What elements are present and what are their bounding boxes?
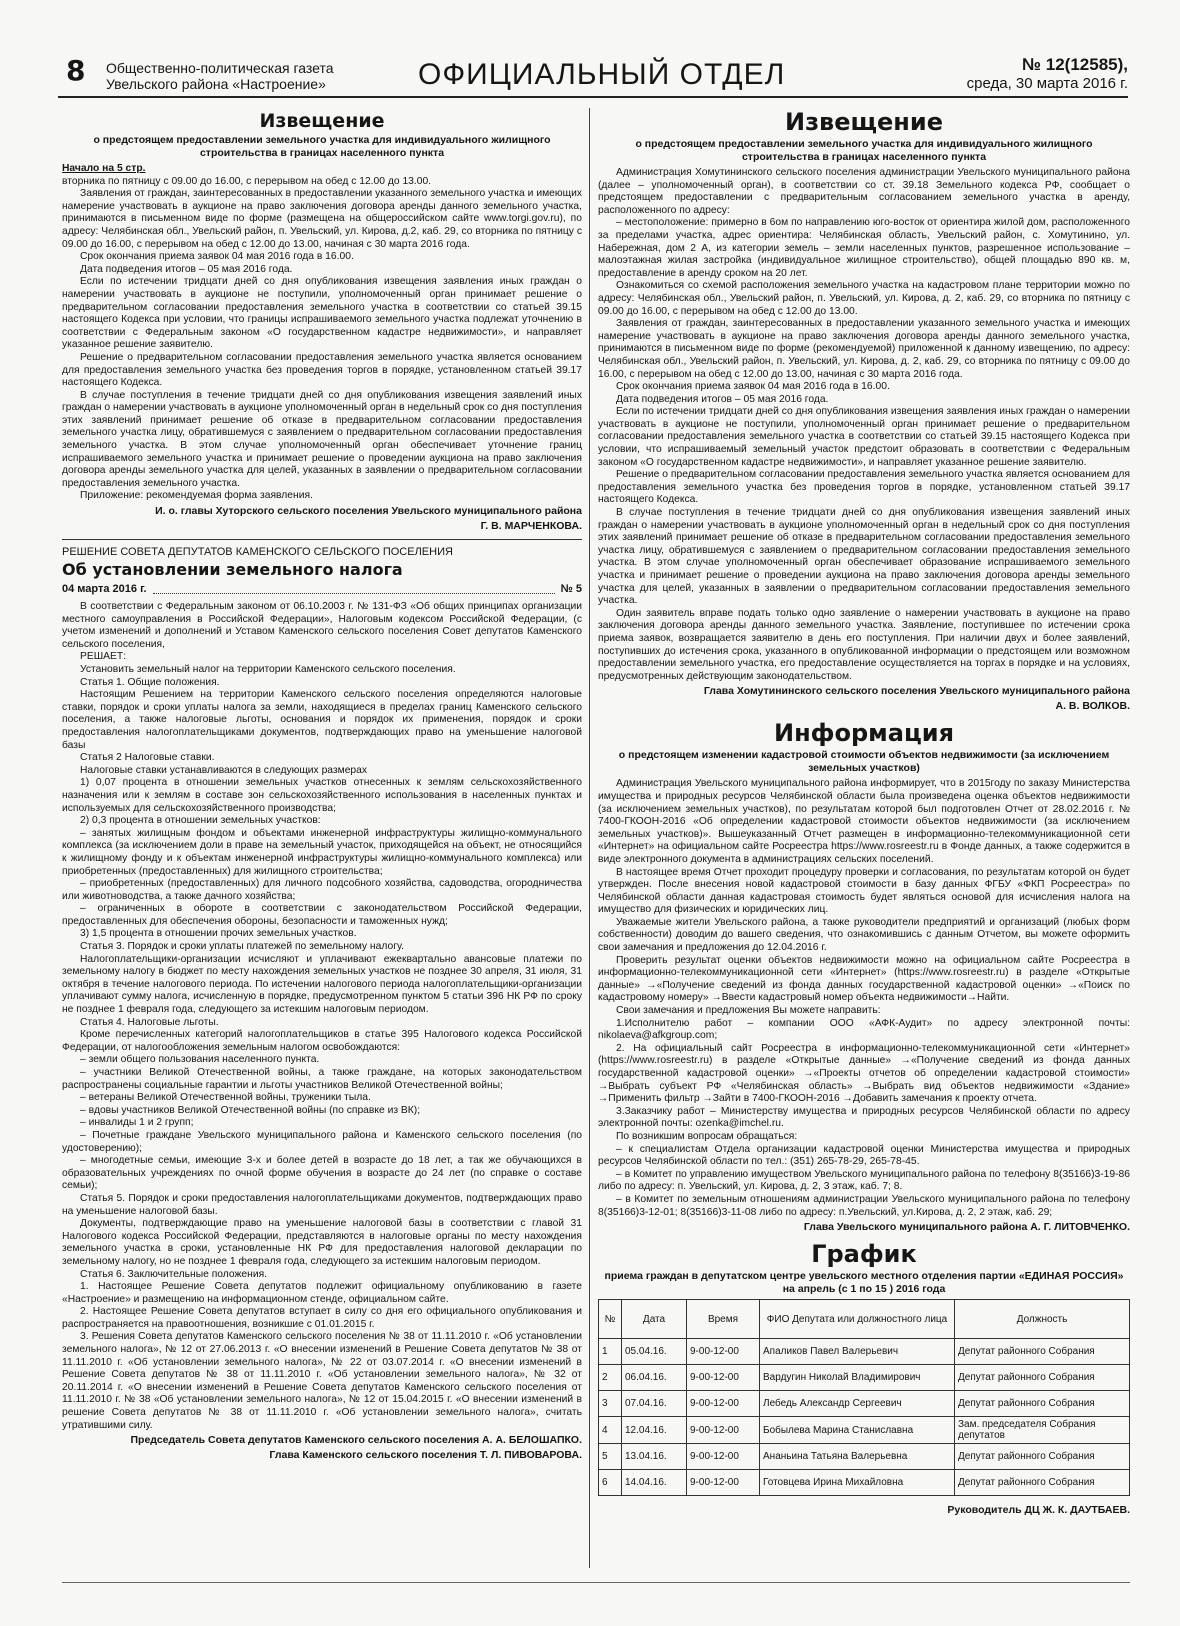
paper-name-line2: Увельского района «Настроение» bbox=[106, 76, 326, 92]
section-divider bbox=[62, 539, 582, 540]
paragraph: Решение о предварительном согласовании предоставления земельного участка является основанием для предоставления земельного участка без проведения торгов в порядке, установленном статьей 39.17 настоящего Кодекса. bbox=[62, 351, 582, 389]
right-column bbox=[598, 108, 1130, 1576]
paragraph: – приобретенных (предоставленных) для личного подсобного хозяйства, садоводства, огородничества или животноводства, а также дачного хозяйства; bbox=[62, 878, 582, 902]
table-row bbox=[599, 1365, 1130, 1391]
paragraph: В соответствии с Федеральным законом от 06.10.2003 г. № 131-ФЗ «Об общих принципах организации местного самоуправления в Российской Федерации», Налоговым кодексом Российской Федерации, (с учетом изменений и дополнений и Уставом Каменского сельского поселения Совет депутатов Каменского сельского поселения, bbox=[62, 601, 582, 650]
paragraph: 1.Исполнителю работ – компании ООО «АФК-Аудит» по адресу электронной почты: nikolaeva@afkgroup.com; bbox=[598, 1017, 1130, 1042]
table-cell: 4 bbox=[599, 1417, 622, 1444]
table-cell: 6 bbox=[599, 1470, 622, 1496]
paper-name-line1: Общественно-политическая газета bbox=[106, 60, 334, 76]
signature: Председатель Совета депутатов Каменского сельского поселения А. А. БЕЛОШАПКО. bbox=[130, 1434, 582, 1447]
notice-right-title: Извещение bbox=[785, 108, 943, 136]
info-section bbox=[598, 719, 1130, 1234]
decision-kicker: РЕШЕНИЕ СОВЕТА ДЕПУТАТОВ КАМЕНСКОГО СЕЛЬСКОГО ПОСЕЛЕНИЯ bbox=[62, 546, 453, 559]
paragraph: Статья 4. Налоговые льготы. bbox=[80, 1016, 219, 1028]
paragraph: В случае поступления в течение тридцати дней со дня опубликования извещения заявлений иных граждан о намерении участвовать в аукционе уполномоченный орган в недельный срок со дня поступления этих заявлений принимает решение об отказе в предварительном согласовании предоставления земельного участка лицу, обратившемуся с заявлением о предварительном согласовании предоставления земельного участка. В этом случае уполномоченный орган обеспечивает образование испрашиваемого земельного участка и принимает решение о проведении аукциона на право заключения договора аренды земельного участка для целей, указанных в заявлении о предварительном согласовании предоставления земельного участка. bbox=[598, 507, 1130, 607]
table-cell: 06.04.16. bbox=[622, 1365, 687, 1391]
table-row bbox=[599, 1339, 1130, 1365]
page-number: 8 bbox=[66, 54, 86, 87]
paragraph: Свои замечания и предложения Вы можете направить: bbox=[616, 1005, 881, 1017]
paragraph: Документы, подтверждающие право на уменьшение налоговой базы в соответствии с главой 31 Налогового кодекса Российской Федерации, представляются в налоговые органы по месту нахождения земельного участка в сроки, установленные НК РФ для предоставления налоговой декларации по земельному налогу, но не позднее 1 февраля года, следующего за истекшим налоговым периодом. bbox=[62, 1218, 582, 1267]
paragraph: – многодетные семьи, имеющие 3-х и более детей в возрасте до 18 лет, а так же обучающихся в образовательных учреждениях по очной форме обучения в возрасте до 24 лет (по справке о составе семьи); bbox=[62, 1155, 582, 1192]
table-cell: 9-00-12-00 bbox=[687, 1365, 760, 1391]
table-row bbox=[599, 1391, 1130, 1417]
paragraph: Заявления от граждан, заинтересованных в предоставлении указанного земельного участка и имеющих намерение участвовать в аукционе на право заключения договора аренды данного земельного участка, принимаются в письменном виде по форме (рекомендуемой) приложенной к данному извещению, по адресу: Челябинская обл., Увельский район, п. Увельский, ул. Кирова, д. 2, каб. 29, со вторника по пятницу с 09.00 до 16.00, с перерывом на обед с 12.00 до 13.00, начиная с 30 марта 2016 года. bbox=[598, 318, 1130, 380]
paragraph: вторника по пятницу с 09.00 до 16.00, с перерывом на обед с 12.00 до 13.00. bbox=[62, 175, 432, 187]
paragraph: 1. Настоящее Решение Совета депутатов подлежит официальному опубликованию в газете «Настроение» и размещению на информационном стенде, официальном сайте. bbox=[62, 1281, 582, 1305]
dotted-leader bbox=[153, 585, 555, 594]
table-cell: 9-00-12-00 bbox=[687, 1470, 760, 1496]
table-cell: 9-00-12-00 bbox=[687, 1391, 760, 1417]
paragraph: 2) 0,3 процента в отношении земельных участков: bbox=[80, 815, 321, 827]
notice-left-title: Извещение bbox=[259, 110, 385, 132]
paragraph: – ветераны Великой Отечественной войны, труженики тыла. bbox=[80, 1092, 371, 1104]
info-title: Информация bbox=[774, 719, 954, 748]
decision-title: Об установлении земельного налога bbox=[62, 560, 403, 580]
paragraph: В настоящее время Отчет проходит процедуру проверки и согласования, по результатам которой он будет утвержден. После внесения новой кадастровой стоимости в базу данных ФГБУ «ФКП Росреестра» по Челябинской области данная кадастровая стоимость будет являться основой для исчисления налога на имущество для физических и юридических лиц. bbox=[598, 866, 1130, 916]
table-header-row bbox=[599, 1300, 1130, 1339]
table-cell: Депутат районного Собрания bbox=[955, 1391, 1130, 1417]
paragraph: 2. Настоящее Решение Совета депутатов вступает в силу со дня его официального опубликования и распространяется на правоотношения, возникшие с 01.01.2015 г. bbox=[62, 1306, 582, 1330]
table-cell: Депутат районного Собрания bbox=[955, 1470, 1130, 1496]
paragraph: – земли общего пользования населенного пункта. bbox=[80, 1054, 320, 1066]
table-cell: 3 bbox=[599, 1391, 622, 1417]
paragraph: Налогоплательщики-организации исчисляют и уплачивают ежеквартально авансовые платежи по земельному налогу в бюджет по месту нахождения земельных участков не позднее 30 апреля, 31 июля, 31 октября в течение налогового периода. По истечении налогового периода налогоплательщики-организации уплачивают сумму налога, исчисленную в порядке, предусмотренном пунктом 5 статьи 396 НК РФ по сроку не позднее 1 февраля года, следующего за истекшим налоговым периодом. bbox=[62, 953, 582, 1016]
paragraph: 3) 1,5 процента в отношении прочих земельных участков. bbox=[80, 928, 357, 940]
table-cell: Депутат районного Собрания bbox=[955, 1365, 1130, 1391]
column-header: Дата bbox=[622, 1300, 687, 1339]
issue-date: среда, 30 марта 2016 г. bbox=[966, 75, 1128, 92]
paragraph: 3.Заказчику работ – Министерству имущества и природных ресурсов Челябинской области по адресу электронной почты: ozenka@imchel.ru. bbox=[598, 1105, 1130, 1130]
paragraph: – занятых жилищным фондом и объектами инженерной инфраструктуры жилищно-коммунального комплекса (за исключением доли в праве на земельный участок, приходящейся на объект, не относящийся к жилищному фонду и к объектам инженерной инфраструктуры жилищно-коммунального комплекса) или приобретенных (предоставленных) для жилищного строительства; bbox=[62, 827, 582, 877]
table-cell: Апаликов Павел Валерьевич bbox=[760, 1339, 955, 1365]
paragraph: По возникшим вопросам обращаться: bbox=[616, 1130, 798, 1142]
table-cell: 07.04.16. bbox=[622, 1391, 687, 1417]
column-header: ФИО Депутата или должностного лица bbox=[760, 1300, 955, 1339]
table-cell: Депутат районного Собрания bbox=[955, 1339, 1130, 1365]
continuation-note: Начало на 5 стр. bbox=[62, 163, 146, 174]
table-row bbox=[599, 1417, 1130, 1444]
paragraph: Администрация Хомутининского сельского поселения администрации Увельского муниципального района (далее – уполномоченный орган), в соответствии со ст. 39.18 Земельного кодекса РФ, сообщает о предстоящем предоставлении с предварительным согласованием земельного участка в аренду, расположенного по адресу: bbox=[598, 167, 1130, 216]
schedule-section bbox=[598, 1240, 1130, 1517]
paragraph: Заявления от граждан, заинтересованных в предоставлении указанного земельного участка и имеющих намерение участвовать в аукционе на право заключения договора аренды данного земельного участка, принимаются в письменном виде по форме (размещена на общероссийском сайте www.torgi.gov.ru), по адресу: Челябинская обл., Увельский район, п. Увельский, ул. Кирова, д.2, каб. 29, со вторника по пятницу с 09.00 до 16.00, с перерывом на обед с 12.00 до 13.00, начиная с 30 марта 2016 года. bbox=[62, 188, 582, 250]
paragraph: Дата подведения итогов – 05 мая 2016 года. bbox=[616, 393, 829, 405]
paragraph: Статья 1. Общие положения. bbox=[80, 676, 220, 688]
paragraph: – участники Великой Отечественной войны, а также граждане, на которых законодательством распространены социальные гарантии и льготы участников Великой Отечественной войны; bbox=[62, 1067, 582, 1091]
paragraph: Один заявитель вправе подать только одно заявление о намерении участвовать в аукционе на право заключения договора аренды данного земельного участка. Заявление, поступившее по истечении срока приема заявок, возвращается заявителю в день его поступления. При наличии двух и более заявлений, поступивших до истечения срока, указанного в опубликованной информации о предстоящем или возможном предоставлении земельного участка, его предоставление осуществляется на торгах в порядке и на условиях, предусмотренных действующим законодательством. bbox=[598, 607, 1130, 682]
table-cell: 14.04.16. bbox=[622, 1470, 687, 1496]
signature: И. о. главы Хуторского сельского поселения Увельского муниципального района bbox=[155, 505, 582, 518]
paragraph: Статья 2 Налоговые ставки. bbox=[80, 752, 215, 764]
paragraph: Статья 3. Порядок и сроки уплаты платежей по земельному налогу. bbox=[80, 941, 404, 953]
signature: Глава Каменского сельского поселения Т. Л. ПИВОВАРОВА. bbox=[269, 1449, 582, 1462]
paragraph: Если по истечении тридцати дней со дня опубликования извещения заявления иных граждан о намерении участвовать в аукционе не поступили, уполномоченный орган принимает решение о предварительном согласовании предоставления земельного участка в соответствии со статьей 39.15 настоящего Кодекса при условии, что испрашиваемый земельный участок предстоит образовать в соответствии с Федеральным законом «О государственном кадастре недвижимости», и направляет указанное решение заявителю. bbox=[598, 406, 1130, 468]
paragraph: Администрация Увельского муниципального района информирует, что в 2015году по заказу Министерства имущества и природных ресурсов Челябинской области была произведена оценка объектов недвижимости (за исключением земельных участков), по результатам которой был подготовлен Отчет от 28.02.2016 г. № 7400-ГКООН-2016 «Об определении кадастровой стоимости объектов недвижимости (за исключением земельных участков)». Вышеуказанный Отчет размещен в информационно-телекоммуникационной сети «Интернет» на официальном сайте Росреестра https://www.rosreestr.ru в Фонде данных, а также содержится в виде электронного документа в администрациях сельских поселений. bbox=[598, 778, 1130, 865]
table-cell: Зам. председателя Собрания депутатов bbox=[955, 1417, 1130, 1444]
paragraph: Проверить результат оценки объектов недвижимости можно на официальном сайте Росреестра в информационно-телекоммуникационной сети «Интернет» (https://www.rosreestr.ru) в разделе «Открытые данные» →«Получение сведений из фонда данных государственной кадастровой оценки» →«Поиск по кадастровому номеру» →Ввести кадастровый номер объекта недвижимости→Найти. bbox=[598, 954, 1130, 1004]
column-header: Должность bbox=[955, 1300, 1130, 1339]
decision-section bbox=[62, 546, 582, 1462]
paragraph: В случае поступления в течение тридцати дней со дня опубликования извещения заявлений иных граждан о намерении участвовать в аукционе уполномоченный орган в недельный срок со дня поступления этих заявлений принимает решение об отказе в предварительном согласовании предоставления земельного участка лицу, обратившемуся с заявлением о предварительном согласовании предоставления земельного участка. В этом случае уполномоченный орган обеспечивает уточнение границ испрашиваемого земельного участка и принимает решение о проведении аукциона на право заключения договора аренды земельного участка для целей, указанных в заявлении о предварительном согласовании предоставления земельного участка. bbox=[62, 389, 582, 489]
table-cell: 1 bbox=[599, 1339, 622, 1365]
masthead bbox=[58, 50, 1128, 98]
signature: Руководитель ДЦ Ж. К. ДАУТБАЕВ. bbox=[947, 1504, 1130, 1517]
paragraph: – в Комитет по управлению имуществом Увельского муниципального района по телефону 8(35166)3-19-86 либо по адресу: п. Увельский, ул. Кирова, д. 2, 3 этаж, каб. 7; 8. bbox=[598, 1168, 1130, 1193]
table-cell: 13.04.16. bbox=[622, 1444, 687, 1470]
notice-right bbox=[598, 108, 1130, 713]
table-row bbox=[599, 1470, 1130, 1496]
table-cell: 2 bbox=[599, 1365, 622, 1391]
paragraph: Статья 5. Порядок и сроки предоставления налогоплательщиками документов, подтверждающих право на уменьшение налоговой базы. bbox=[62, 1192, 582, 1217]
column-header: № bbox=[599, 1300, 622, 1339]
left-column bbox=[62, 108, 582, 1576]
signature-name: А. В. ВОЛКОВ. bbox=[1055, 700, 1130, 713]
issue-info bbox=[967, 56, 1128, 93]
paragraph: – Почетные граждане Увельского муниципального района и Каменского сельского поселения (по удостоверению); bbox=[62, 1129, 582, 1154]
paragraph: Установить земельный налог на территории Каменского сельского поселения. bbox=[80, 664, 456, 675]
notice-right-subtitle: о предстоящем предоставлении земельного участка для индивидуального жилищного строительства в границах населенного пункта bbox=[635, 138, 1093, 163]
decision-number: № 5 bbox=[560, 583, 582, 596]
table-cell: 12.04.16. bbox=[622, 1417, 687, 1444]
paragraph: Статья 6. Заключительные положения. bbox=[80, 1268, 268, 1280]
table-cell: 9-00-12-00 bbox=[687, 1417, 760, 1444]
schedule-subtitle: приема граждан в депутатском центре увельского местного отделения партии «ЕДИНАЯ РОССИЯ» на апрель (с 1 по 15 ) 2016 года bbox=[604, 1270, 1124, 1295]
paragraph: Дата подведения итогов – 05 мая 2016 года. bbox=[80, 263, 293, 275]
signature: Глава Хомутининского сельского поселения Увельского муниципального района bbox=[703, 685, 1130, 698]
paragraph: Решение о предварительном согласовании предоставления земельного участка является основанием для предоставления земельного участка без проведения торгов в порядке, установленном статьей 39.17 настоящего Кодекса. bbox=[598, 469, 1130, 506]
notice-left-subtitle: о предстоящем предоставлении земельного участка для индивидуального жилищного строительства в границах населенного пункта bbox=[93, 134, 551, 159]
paragraph: – инвалиды 1 и 2 групп; bbox=[80, 1117, 194, 1129]
table-cell: Готовцева Ирина Михайловна bbox=[760, 1470, 955, 1496]
table-row bbox=[599, 1444, 1130, 1470]
table-cell: Лебедь Александр Сергеевич bbox=[760, 1391, 955, 1417]
paper-name bbox=[106, 60, 334, 92]
paragraph: Если по истечении тридцати дней со дня опубликования извещения заявления иных граждан о намерении участвовать в аукционе не поступили, уполномоченный орган принимает решение о предварительном согласовании предоставления земельного участка в соответствии со статьей 39.15 настоящего Кодекса при условии, что границы испрашиваемого земельного участка подлежат уточнению в соответствии с Федеральным законом «О государственном кадастре недвижимости», и направляет указанное решение заявителю. bbox=[62, 276, 582, 351]
table-cell: Бобылева Марина Станиславна bbox=[760, 1417, 955, 1444]
paragraph: Налоговые ставки устанавливаются в следующих размерах bbox=[80, 764, 368, 776]
table-cell: 9-00-12-00 bbox=[687, 1339, 760, 1365]
paragraph: 1) 0,07 процента в отношении земельных участков отнесенных к землям сельскохозяйственного назначения или к землям в составе зон сельскохозяйственного использования в населенных пунктах и используемых для сельскохозяйственного производства; bbox=[62, 777, 582, 814]
signature-name: Г. В. МАРЧЕНКОВА. bbox=[480, 520, 582, 533]
paragraph: Ознакомиться со схемой расположения земельного участка на кадастровом плане территории можно по адресу: Челябинская обл., Увельский район, п. Увельский, ул. Кирова, д. 2, каб. 29, со вторника по пятницу с 09.00 до 16.00, с перерывом на обед с 12.00 до 13.00. bbox=[598, 280, 1130, 317]
info-subtitle: о предстоящем изменении кадастровой стоимости объектов недвижимости (за исключением земельных участков) bbox=[618, 749, 1110, 774]
paragraph: Уважаемые жители Увельского района, а также руководители предприятий и организаций (любых форм собственности) доводим до вашего сведения, что ознакомившись с данным Отчетом, вы можете оформить свои замечания и предложения до 12.04.2016 г. bbox=[598, 916, 1130, 954]
table-cell: Вардугин Николай Владимирович bbox=[760, 1365, 955, 1391]
paragraph: – в Комитет по земельным отношениям администрации Увельского муниципального района по телефону 8(35166)3-12-01; 8(35166)3-11-08 либо по адресу: п.Увельский, ул.Кирова, д. 2, 2 этаж, каб. 29; bbox=[598, 1193, 1130, 1218]
paragraph: – местоположение: примерно в 6ом по направлению юго-восток от ориентира жилой дом, расположенного за пределами участка, адрес ориентира: Челябинская область, Увельский район, с. Хомутинино, ул. Набережная, дом 2 А, из категории земель – земли населенных пунктов, разрешенное использование – малоэтажная жилая застройка (индивидуальное жилищное строительство), общей площадью 890 кв. м, предоставление в аренду сроком на 20 лет. bbox=[598, 217, 1130, 279]
signature: Глава Увельского муниципального района А. Г. ЛИТОВЧЕНКО. bbox=[803, 1221, 1130, 1234]
table-cell: 5 bbox=[599, 1444, 622, 1470]
paragraph: 3. Решения Совета депутатов Каменского сельского поселения № 38 от 11.11.2010 г. «Об установлении земельного налога», № 12 от 27.06.2013 г. «О внесении изменений в Решение Совета депутатов № 38 от 11.11.2010 г. «Об установлении земельного налога», № 22 от 03.07.2014 г. «О внесении изменений в Решение Совета депутатов № 38 от 11.11.2010 г. «Об установлении земельного налога», № 32 от 20.11.2014 г. «О внесении изменений в Решение Совета депутатов Каменского сельского поселения от 11.11.2010 г. № 38 «Об установлении земельного налога», № 12 от 15.04.2015 г. «О внесении изменений в решение Совета депутатов № 38 от 11.11.2010 г. «Об установлении земельного налога», считать утратившими силу. bbox=[62, 1331, 582, 1431]
paragraph: – к специалистам Отдела организации кадастровой оценки Министерства имущества и природных ресурсов Челябинской области по тел.: (351) 265-78-29, 265-78-45. bbox=[598, 1143, 1130, 1168]
issue-number: № 12(12585), bbox=[1022, 55, 1128, 74]
decision-dateline bbox=[62, 583, 582, 595]
paragraph: Срок окончания приема заявок 04 мая 2016 года в 16.00. bbox=[80, 251, 354, 263]
paragraph: Приложение: рекомендуемая форма заявления. bbox=[80, 490, 313, 502]
schedule-title: График bbox=[811, 1240, 917, 1269]
table-cell: Депутат районного Собрания bbox=[955, 1444, 1130, 1470]
paragraph: РЕШАЕТ: bbox=[80, 651, 127, 663]
paragraph: – вдовы участников Великой Отечественной войны (по справке из ВК); bbox=[80, 1104, 421, 1116]
column-divider bbox=[589, 108, 590, 1568]
table-cell: 05.04.16. bbox=[622, 1339, 687, 1365]
footer-rule bbox=[62, 1582, 1130, 1583]
table-cell: Ананьина Татьяна Валерьевна bbox=[760, 1444, 955, 1470]
paragraph: Срок окончания приема заявок 04 мая 2016 года в 16.00. bbox=[616, 381, 890, 393]
paragraph: 2. На официальный сайт Росреестра в информационно-телекоммуникационной сети «Интернет» (https://www.rosreestr.ru) в разделе «Открытые данные» →«Получение сведений из фонда данных государственной кадастровой оценки» →«Проекты отчетов об определении кадастровой стоимости» →Выбрать субъект РФ «Челябинская область» →Выбрать вид объектов недвижимости «Здание» →Применить фильтр →Зайти в 7400-ГКООН-2016 →Добавить замечания к проекту отчета. bbox=[598, 1042, 1130, 1105]
table-cell: 9-00-12-00 bbox=[687, 1444, 760, 1470]
section-title: ОФИЦИАЛЬНЫЙ ОТДЕЛ bbox=[418, 58, 786, 91]
schedule-table bbox=[598, 1299, 1130, 1496]
paragraph: Кроме перечисленных категорий налогоплательщиков в статье 395 Налогового кодекса Российской Федерации, от налогообложения земельным налогом освобождаются: bbox=[62, 1029, 582, 1053]
decision-date: 04 марта 2016 г. bbox=[62, 583, 147, 596]
notice-left bbox=[62, 110, 582, 533]
paragraph: – ограниченных в обороте в соответствии с законодательством Российской Федерации, предоставленных для обеспечения обороны, безопасности и таможенных нужд; bbox=[62, 903, 582, 927]
paragraph: Настоящим Решением на территории Каменского сельского поселения определяются налоговые ставки, порядок и сроки уплаты налога за земли, находящиеся в пределах границ Каменского сельского поселения, а также налоговые льготы, основания и порядок их применения, порядок и сроки предоставления налогоплательщиками документов, подтверждающих право на уменьшение налоговой базы bbox=[62, 689, 582, 751]
column-header: Время bbox=[687, 1300, 760, 1339]
